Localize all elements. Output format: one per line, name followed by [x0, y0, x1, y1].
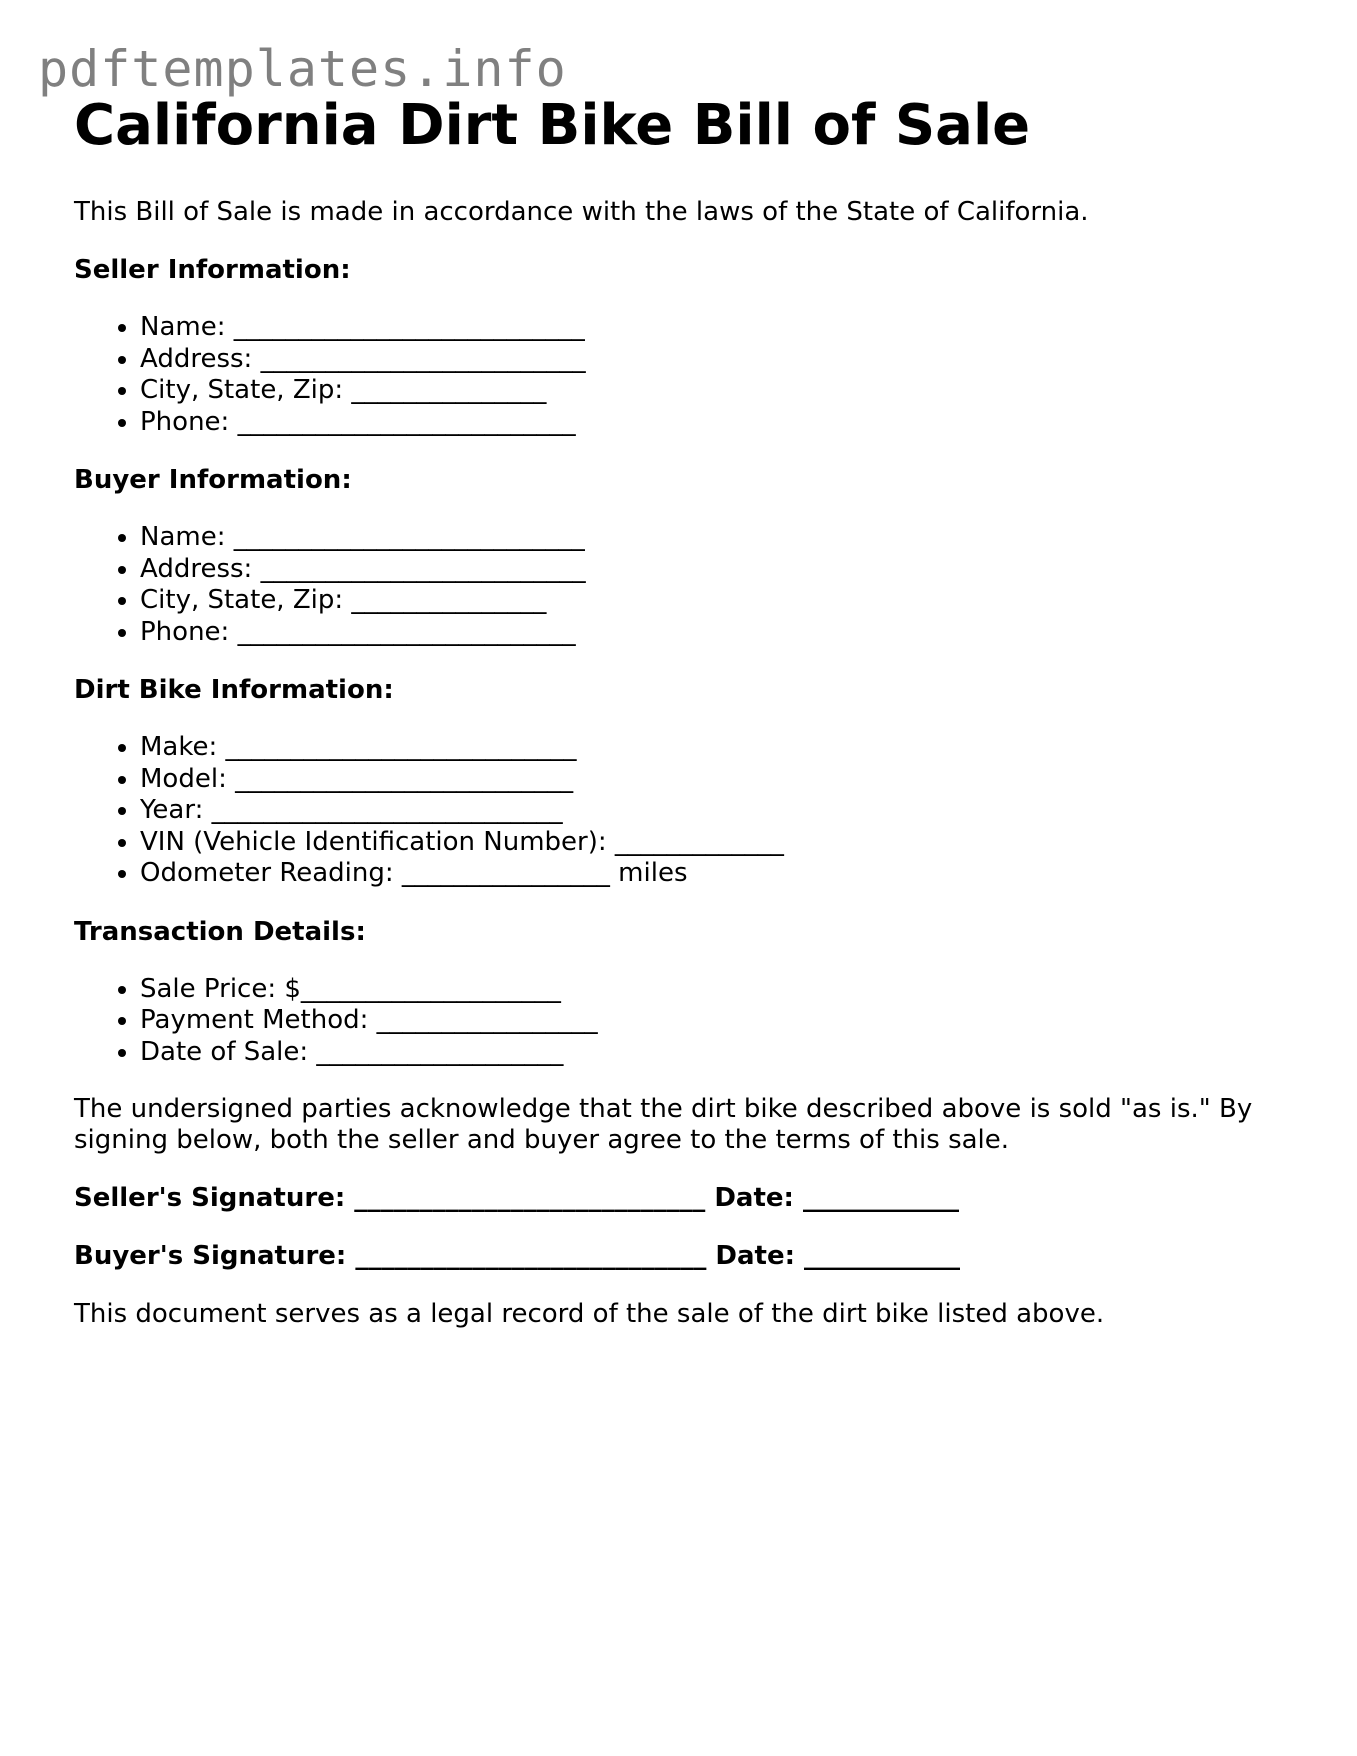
- transaction-section-heading: Transaction Details:: [74, 916, 366, 947]
- seller-fields-list: [74, 312, 1294, 438]
- seller-phone-field: • Phone: __________________________: [140, 407, 1294, 439]
- bike-fields-list: [74, 732, 1294, 890]
- buyer-section-heading: Buyer Information:: [74, 465, 352, 495]
- seller-signature-line: Seller's Signature: ___________________________ Date: ____________: [74, 1183, 959, 1213]
- bike-make-field: • Make: ___________________________: [140, 732, 1294, 764]
- seller-name-field: • Name: ___________________________: [140, 312, 1294, 344]
- bike-section-heading: Dirt Bike Information:: [74, 675, 394, 705]
- buyer-phone-field: • Phone: __________________________: [140, 617, 1294, 649]
- buyer-city-state-zip-field: • City, State, Zip: _______________: [140, 585, 1294, 617]
- bike-odometer-field: • Odometer Reading: ________________ miles: [140, 858, 1294, 890]
- watermark: pdftemplates.info: [38, 40, 567, 98]
- seller-city-state-zip-field: • City, State, Zip: _______________: [140, 375, 1294, 407]
- transaction-fields-list: [74, 974, 1294, 1069]
- buyer-fields-list: [74, 522, 1294, 648]
- date-of-sale-field: • Date of Sale: ___________________: [140, 1037, 1294, 1069]
- document-body: [74, 92, 1294, 1330]
- acknowledgment-paragraph: The undersigned parties acknowledge that the dirt bike described above is sold "as is." By signing below, both the seller and buyer agree to the terms of this sale.: [74, 1094, 1253, 1155]
- buyer-address-field: • Address: _________________________: [140, 554, 1294, 586]
- bike-vin-field: • VIN (Vehicle Identification Number): _____________: [140, 827, 1294, 859]
- document-title: California Dirt Bike Bill of Sale: [74, 93, 1031, 158]
- bike-year-field: • Year: ___________________________: [140, 795, 1294, 827]
- payment-method-field: • Payment Method: _________________: [140, 1005, 1294, 1037]
- buyer-signature-line: Buyer's Signature: ___________________________ Date: ____________: [74, 1241, 961, 1271]
- seller-section-heading: Seller Information:: [74, 255, 351, 285]
- intro-paragraph: This Bill of Sale is made in accordance with the laws of the State of California.: [74, 197, 1089, 227]
- buyer-name-field: • Name: ___________________________: [140, 522, 1294, 554]
- seller-address-field: • Address: _________________________: [140, 344, 1294, 376]
- bike-model-field: • Model: __________________________: [140, 764, 1294, 796]
- sale-price-field: • Sale Price: $____________________: [140, 974, 1294, 1006]
- closing-statement: This document serves as a legal record of the sale of the dirt bike listed above.: [74, 1299, 1105, 1329]
